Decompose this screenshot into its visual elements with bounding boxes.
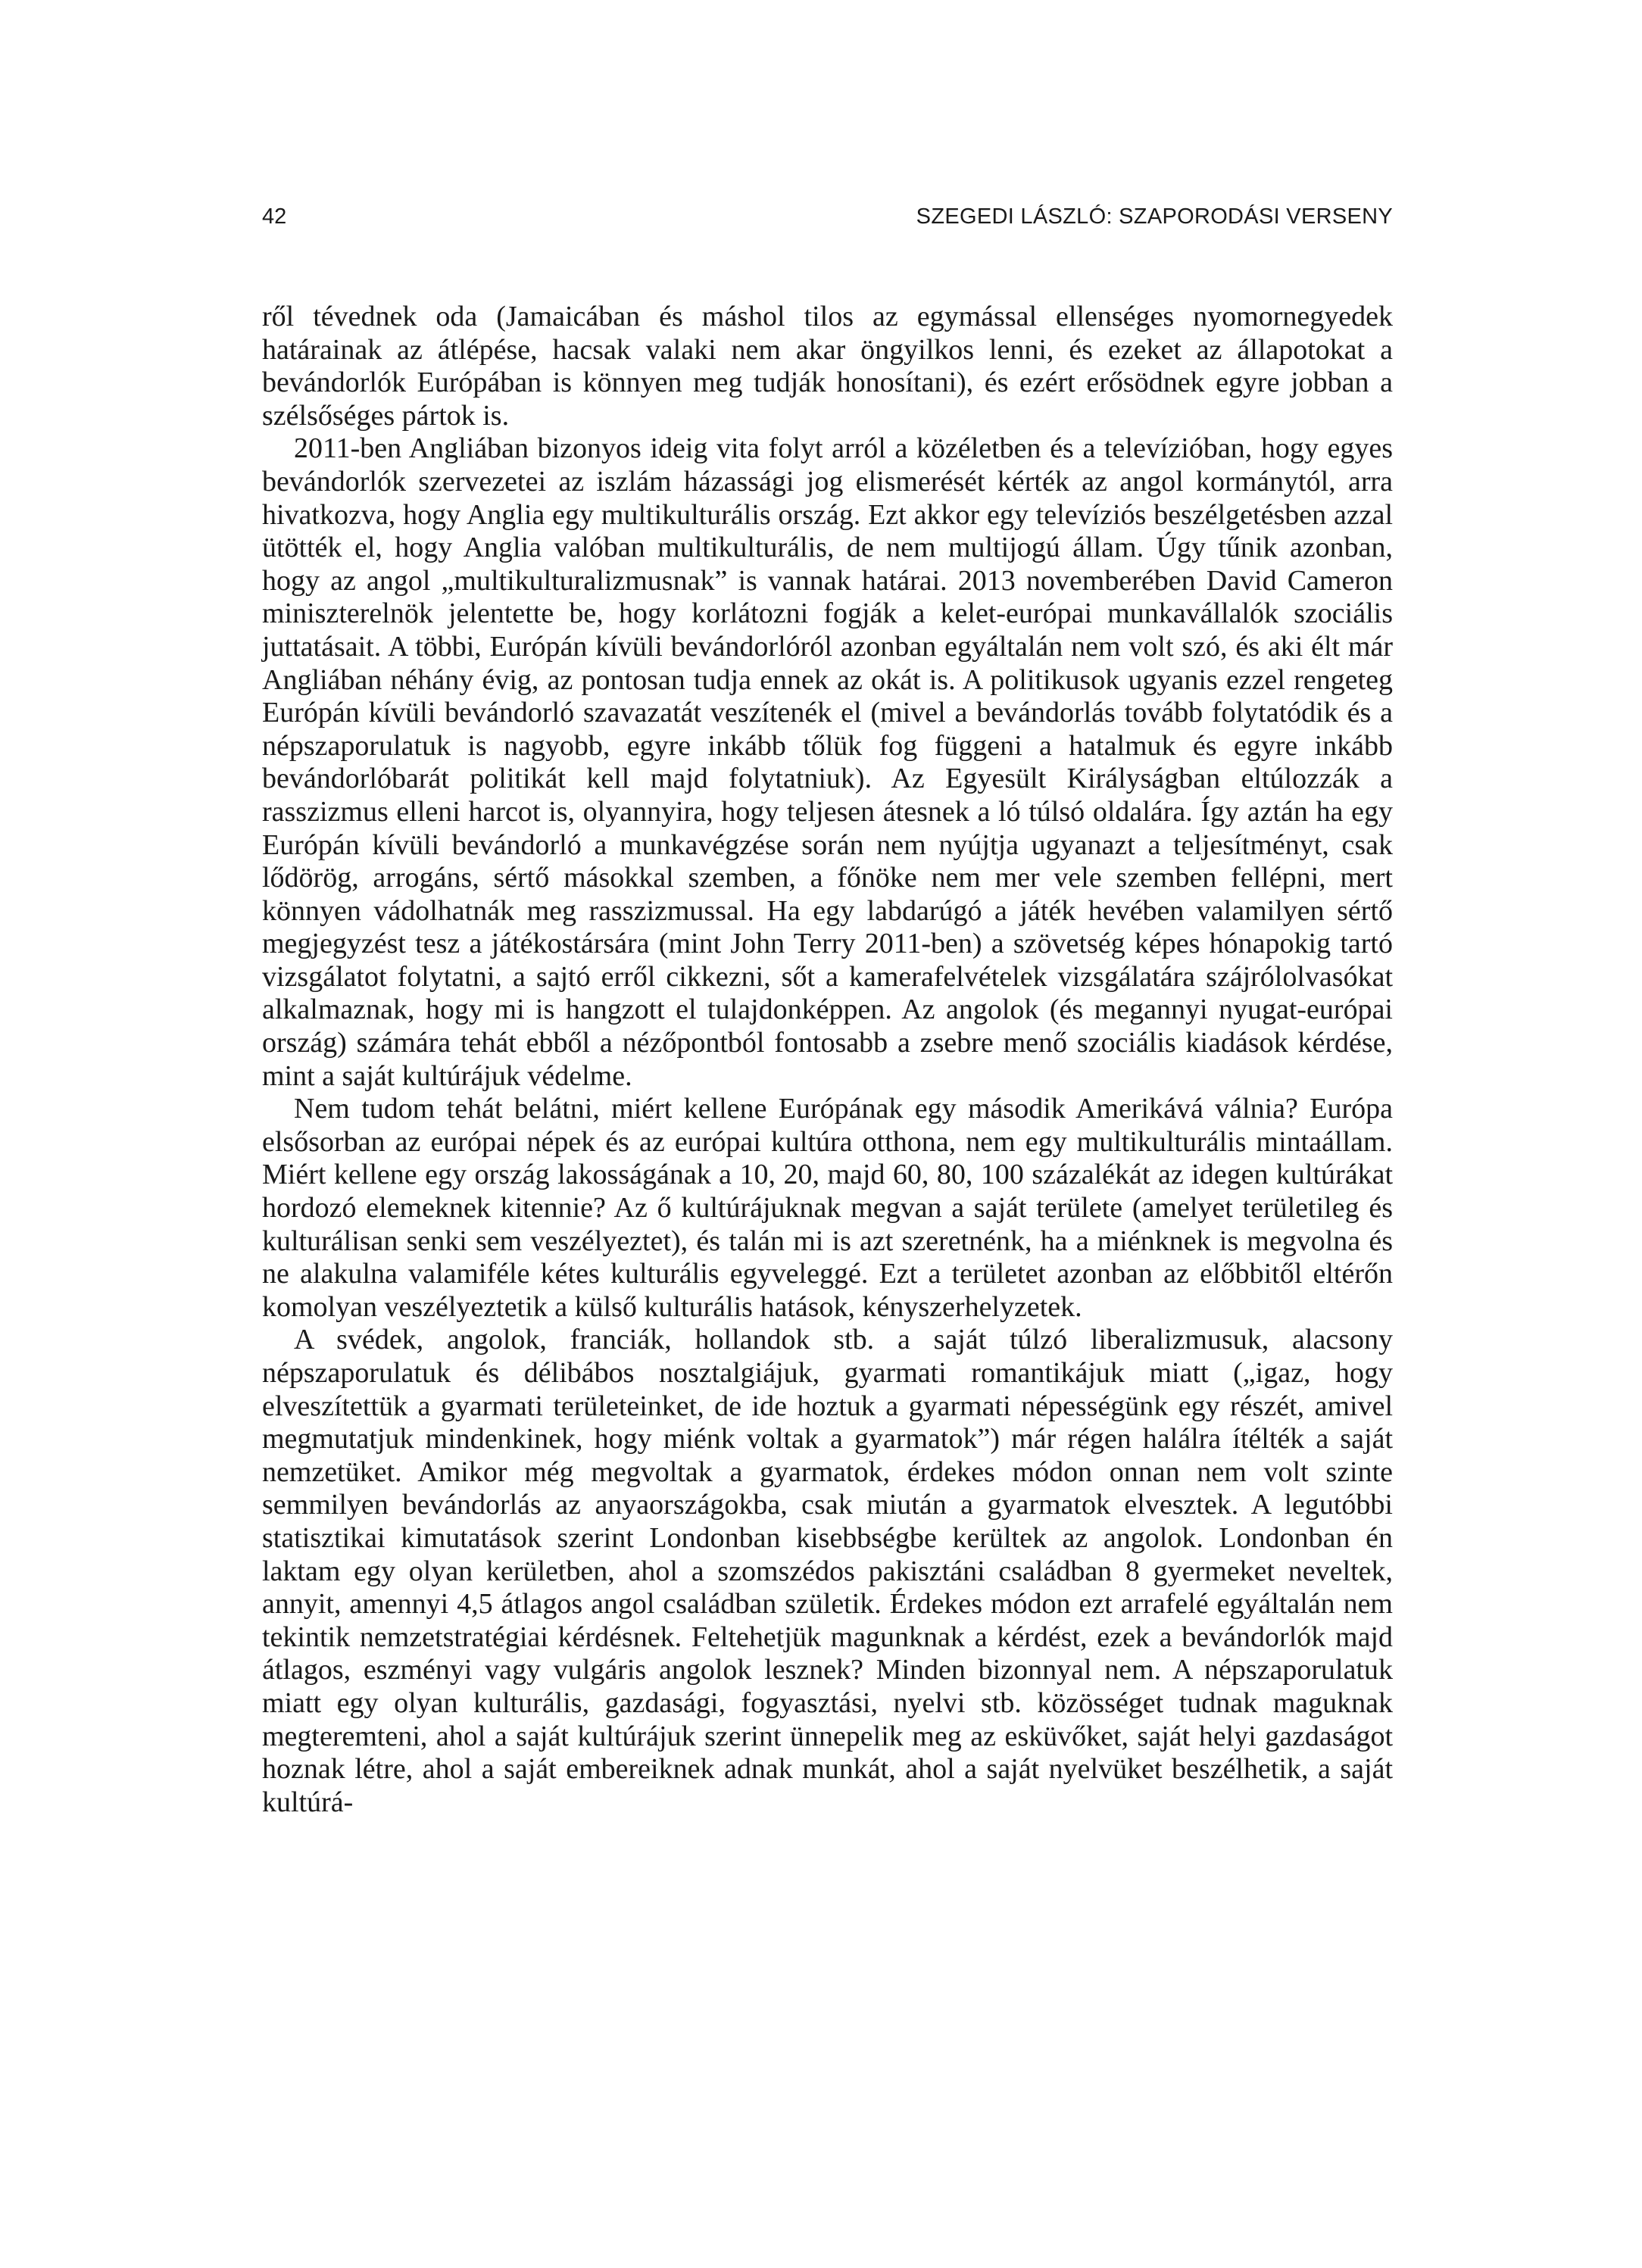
paragraph: Nem tudom tehát belátni, miért kellene Európának egy második Amerikává válnia? Európa elsősorban az európai népek és az európai kultúra otthona, nem egy multikulturális mintaállam. Miért kellene egy ország lakosságának a 10, 20, majd 60, 80, 100 százalékát az idegen kultúrákat hordozó elemeknek kitennie? Az ő kultúrájuknak megvan a saját területe (amelyet területileg és kulturálisan senki sem veszélyeztet), és talán mi is azt szeretnénk, ha a miénknek is megvolna és ne alakulna valamiféle kétes kulturális egyveleggé. Ezt a területet azonban az előbbitől eltérőn komolyan veszélyeztetik a külső kulturális hatások, kényszerhelyzetek.: [262, 1093, 1393, 1323]
page-header: [262, 204, 1393, 235]
paragraph: A svédek, angolok, franciák, hollandok stb. a saját túlzó liberalizmusuk, alacsony népszaporulatuk és délibábos nosztalgiájuk, gyarmati romantikájuk miatt („igaz, hogy elveszítettük a gyarmati területeinket, de ide hoztuk a gyarmati népességünk egy részét, amivel megmutatjuk mindenkinek, hogy miénk voltak a gyarmatok”) már régen halálra ítélték a saját nemzetüket. Amikor még megvoltak a gyarmatok, érdekes módon onnan nem volt szinte semmilyen bevándorlás az anyaországokba, csak miután a gyarmatok elvesztek. A legutóbbi statisztikai kimutatások szerint Londonban kisebbségbe kerültek az angolok. Londonban én laktam egy olyan kerületben, ahol a szomszédos pakisztáni családban 8 gyermeket neveltek, annyit, amennyi 4,5 átlagos angol családban születik. Érdekes módon ezt arrafelé egyáltalán nem tekintik nemzetstratégiai kérdésnek. Feltehetjük magunknak a kérdést, ezek a bevándorlók majd átlagos, eszményi vagy vulgáris angolok lesznek? Minden bizonnyal nem. A népszaporulatuk miatt egy olyan kulturális, gazdasági, fogyasztási, nyelvi stb. közösséget tudnak maguknak megteremteni, ahol a saját kultúrájuk szerint ünnepelik meg az esküvőket, saját helyi gazdaságot hoznak létre, ahol a saját embereiknek adnak munkát, ahol a saját nyelvüket beszélhetik, a saját kultúrá-: [262, 1324, 1393, 1818]
paragraph: 2011-ben Angliában bizonyos ideig vita folyt arról a közéletben és a televízióban, hogy egyes bevándorlók szervezetei az iszlám házassági jog elismerését kérték az angol kormánytól, arra hivatkozva, hogy Anglia egy multikulturális ország. Ezt akkor egy televíziós beszélgetésben azzal ütötték el, hogy Anglia valóban multikulturális, de nem multijogú állam. Úgy tűnik azonban, hogy az angol „multikulturalizmusnak” is vannak határai. 2013 novemberében David Cameron miniszterelnök jelentette be, hogy korlátozni fogják a kelet-európai munkavállalók szociális juttatásait. A többi, Európán kívüli bevándorlóról azonban egyáltalán nem volt szó, és aki élt már Angliában néhány évig, az pontosan tudja ennek az okát is. A politikusok ugyanis ezzel rengeteg Európán kívüli bevándorló szavazatát veszítenék el (mivel a bevándorlás tovább folytatódik és a népszaporulatuk is nagyobb, egyre inkább tőlük fog függeni a hatalmuk és egyre inkább bevándorlóbarát politikát kell majd folytatniuk). Az Egyesült Királyságban eltúlozzák a rasszizmus elleni harcot is, olyannyira, hogy teljesen átesnek a ló túlsó oldalára. Így aztán ha egy Európán kívüli bevándorló a munkavégzése során nem nyújtja ugyanazt a teljesítményt, csak lődörög, arrogáns, sértő másokkal szemben, a főnöke nem mer vele szemben fellépni, mert könnyen vádolhatnák meg rasszizmussal. Ha egy labdarúgó a játék hevében valamilyen sértő megjegyzést tesz a játékostársára (mint John Terry 2011-ben) a szövetség képes hónapokig tartó vizsgálatot folytatni, a sajtó erről cikkezni, sőt a kamerafelvételek vizsgálatára szájrólolvasókat alkalmaznak, hogy mi is hangzott el tulajdonképpen. Az angolok (és megannyi nyugat-európai ország) számára tehát ebből a nézőpontból fontosabb a zsebre menő szociális kiadások kérdése, mint a saját kultúrájuk védelme.: [262, 432, 1393, 1092]
running-title: SZEGEDI LÁSZLÓ: SZAPORODÁSI VERSENY: [916, 204, 1393, 229]
page-number: 42: [262, 204, 287, 229]
body-text: [262, 301, 1393, 1819]
paragraph: ről tévednek oda (Jamaicában és máshol tilos az egymással ellenséges nyomornegyedek határainak az átlépése, hacsak valaki nem akar öngyilkos lenni, és ezeket az állapotokat a bevándorlók Európában is könnyen meg tudják honosítani), és ezért erősödnek egyre jobban a szélsőséges pártok is.: [262, 301, 1393, 432]
